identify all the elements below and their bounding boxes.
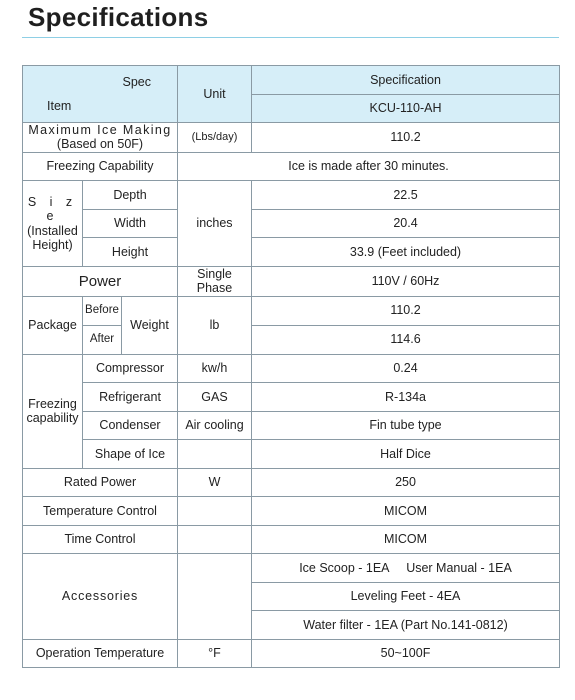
table-row — [23, 238, 560, 267]
accessories-line-3: Water filter - 1EA (Part No.141-0812) — [252, 611, 560, 640]
table-row — [23, 497, 560, 526]
size-height-label: Height — [83, 238, 178, 267]
refrigerant-label: Refrigerant — [83, 383, 178, 412]
table-row — [23, 354, 560, 383]
power-unit: Single Phase — [178, 266, 252, 296]
refrigerant-value: R-134a — [252, 383, 560, 412]
header-model: KCU-110-AH — [252, 94, 560, 123]
page-title: Specifications — [28, 2, 209, 32]
package-weight-cell — [83, 296, 178, 354]
header-unit: Unit — [178, 66, 252, 123]
package-label: Package — [23, 296, 83, 354]
header-spec-item-cell — [23, 66, 178, 123]
size-depth-label: Depth — [83, 181, 178, 210]
size-label: S i z e (Installed Height) — [23, 181, 83, 267]
accessories-line-2: Leveling Feet - 4EA — [252, 582, 560, 611]
operation-temperature-value: 50~100F — [252, 639, 560, 668]
ice-shape-value: Half Dice — [252, 440, 560, 469]
table-row — [23, 554, 560, 583]
accessories-label: Accessories — [23, 554, 178, 640]
package-before-value: 110.2 — [252, 296, 560, 325]
ice-shape-label: Shape of Ice — [83, 440, 178, 469]
condenser-value: Fin tube type — [252, 411, 560, 440]
package-after-label: After — [89, 332, 115, 345]
ice-shape-unit — [178, 440, 252, 469]
package-unit: lb — [178, 296, 252, 354]
table-row — [23, 181, 560, 210]
max-ice-label: Maximum Ice Making (Based on 50F) — [23, 123, 178, 153]
accessories-unit — [178, 554, 252, 640]
table-row — [23, 383, 560, 412]
compressor-value: 0.24 — [252, 354, 560, 383]
table-row — [23, 209, 560, 238]
compressor-label: Compressor — [83, 354, 178, 383]
size-height-value: 33.9 (Feet included) — [252, 238, 560, 267]
temperature-control-unit — [178, 497, 252, 526]
table-row — [23, 296, 560, 325]
temperature-control-label: Temperature Control — [23, 497, 178, 526]
freezing-capability-label: Freezing Capability — [23, 152, 178, 181]
rated-power-unit: W — [178, 468, 252, 497]
power-label: Power — [23, 266, 178, 296]
size-width-value: 20.4 — [252, 209, 560, 238]
table-row — [23, 440, 560, 469]
table-row — [23, 123, 560, 153]
package-weight-label: Weight — [130, 317, 169, 332]
refrigerant-unit: GAS — [178, 383, 252, 412]
compressor-unit: kw/h — [178, 354, 252, 383]
max-ice-value: 110.2 — [252, 123, 560, 153]
specifications-table — [22, 65, 560, 668]
header-item-label: Item — [47, 98, 72, 113]
condenser-unit: Air cooling — [178, 411, 252, 440]
freezing-capability-value: Ice is made after 30 minutes. — [178, 152, 560, 181]
size-depth-value: 22.5 — [252, 181, 560, 210]
header-spec-label: Spec — [122, 75, 151, 89]
operation-temperature-label: Operation Temperature — [23, 639, 178, 668]
size-unit: inches — [178, 181, 252, 267]
condenser-label: Condenser — [83, 411, 178, 440]
rated-power-label: Rated Power — [23, 468, 178, 497]
table-row — [23, 152, 560, 181]
package-before-label: Before — [83, 297, 121, 326]
table-row — [23, 411, 560, 440]
max-ice-unit: (Lbs/day) — [178, 123, 252, 153]
table-header-row — [23, 66, 560, 95]
size-width-label: Width — [83, 209, 178, 238]
title-divider — [22, 37, 559, 38]
accessories-line-1: Ice Scoop - 1EA User Manual - 1EA — [252, 554, 560, 583]
package-after-value: 114.6 — [252, 325, 560, 354]
time-control-value: MICOM — [252, 525, 560, 554]
header-specification: Specification — [252, 66, 560, 95]
freezing-label: Freezing capability — [23, 354, 83, 468]
temperature-control-value: MICOM — [252, 497, 560, 526]
time-control-unit — [178, 525, 252, 554]
table-row — [23, 468, 560, 497]
table-row — [23, 639, 560, 668]
table-row — [23, 266, 560, 296]
power-value: 110V / 60Hz — [252, 266, 560, 296]
time-control-label: Time Control — [23, 525, 178, 554]
rated-power-value: 250 — [252, 468, 560, 497]
operation-temperature-unit: °F — [178, 639, 252, 668]
table-row — [23, 525, 560, 554]
